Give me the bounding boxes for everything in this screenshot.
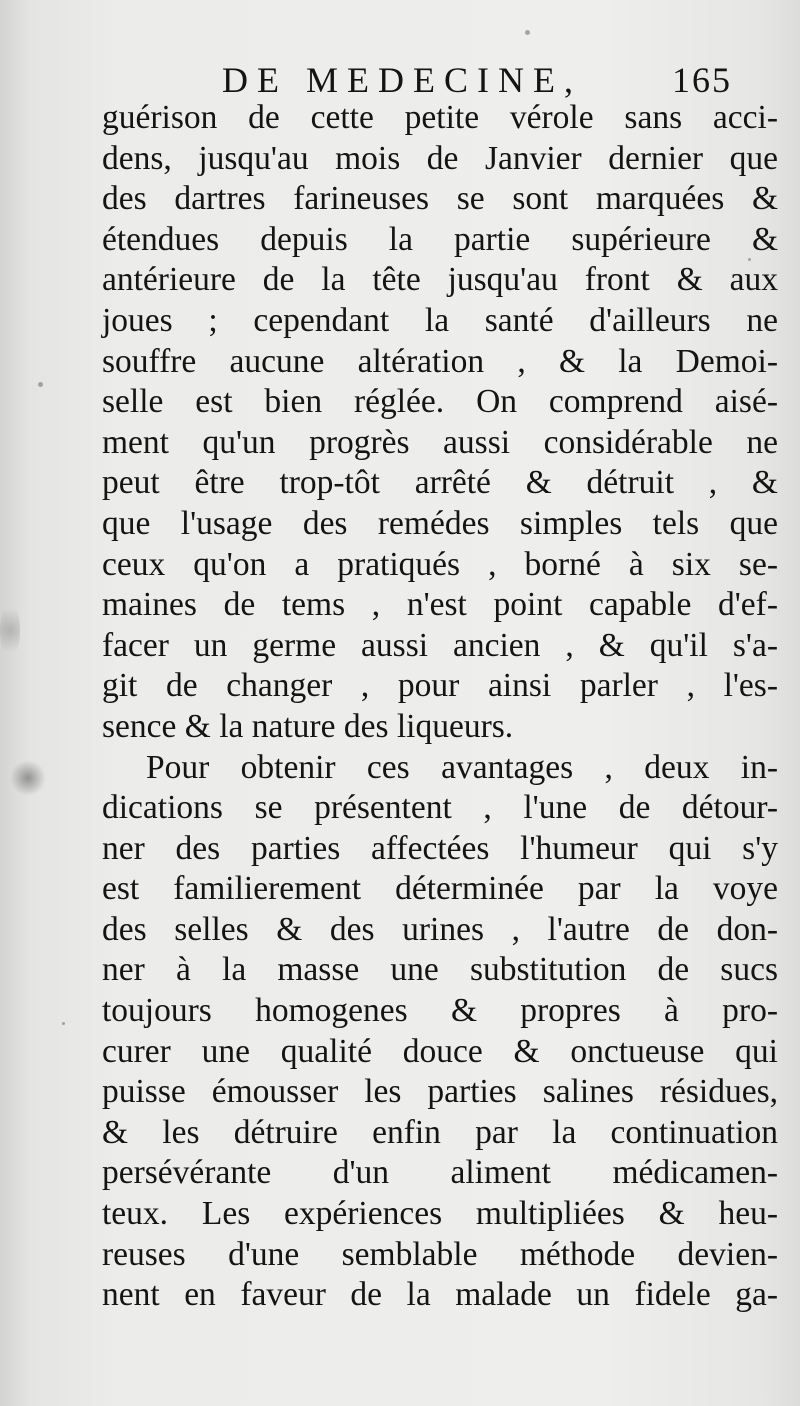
text-line: joues ; cependant la santé d'ailleurs ne [102, 301, 778, 339]
text-line: facer un germe aussi ancien , & qu'il s'a- [102, 626, 778, 664]
ink-blot [10, 760, 46, 796]
text-line: étendues depuis la partie supérieure & [102, 220, 778, 258]
text-line: persévérante d'un aliment médicamen- [102, 1154, 778, 1192]
text-line: dens, jusqu'au mois de Janvier dernier que [102, 139, 778, 177]
text-line: est familierement déterminée par la voye [102, 870, 778, 908]
ink-blot [0, 600, 20, 660]
text-line: antérieure de la tête jusqu'au front & aux [102, 261, 778, 299]
text-line: sence & la nature des liqueurs. [102, 707, 514, 745]
text-line: peut être trop-tôt arrêté & détruit , & [102, 464, 778, 502]
page-number: 165 [672, 60, 732, 100]
text-line: souffre aucune altération , & la Demoi- [102, 342, 778, 380]
text-line: ment qu'un progrès aussi considérable ne [102, 423, 778, 461]
text-line: git de changer , pour ainsi parler , l'es- [102, 667, 778, 705]
text-line: toujours homogenes & propres à pro- [102, 992, 778, 1030]
text-line: puisse émousser les parties salines résidues, [102, 1073, 778, 1111]
text-line: des selles & des urines , l'autre de don- [102, 910, 778, 948]
text-line: teux. Les expériences multipliées & heu- [102, 1195, 778, 1233]
text-line: ner à la masse une substitution de sucs [102, 951, 778, 989]
ink-speck [62, 1022, 65, 1025]
ink-speck [38, 382, 43, 387]
running-head: DE MEDECINE, [222, 60, 582, 100]
text-line: des dartres farineuses se sont marquées & [102, 180, 778, 218]
text-line: maines de tems , n'est point capable d'ef- [102, 586, 778, 624]
text-line: Pour obtenir ces avantages , deux in- [146, 748, 778, 786]
text-line: ceux qu'on a pratiqués , borné à six se- [102, 545, 778, 583]
text-line: nent en faveur de la malade un fidele ga- [102, 1276, 778, 1314]
ink-speck [525, 30, 530, 35]
text-line: ner des parties affectées l'humeur qui s'y [102, 829, 778, 867]
text-line: selle est bien réglée. On comprend aisé- [102, 383, 778, 421]
text-line: curer une qualité douce & onctueuse qui [102, 1032, 778, 1070]
body-text [102, 98, 778, 1316]
text-line: & les détruire enfin par la continuation [102, 1113, 778, 1151]
text-line: reuses d'une semblable méthode devien- [102, 1235, 778, 1273]
text-line: dications se présentent , l'une de détour- [102, 789, 778, 827]
text-line: guérison de cette petite vérole sans acci- [102, 99, 778, 136]
text-line: que l'usage des remédes simples tels que [102, 504, 778, 542]
